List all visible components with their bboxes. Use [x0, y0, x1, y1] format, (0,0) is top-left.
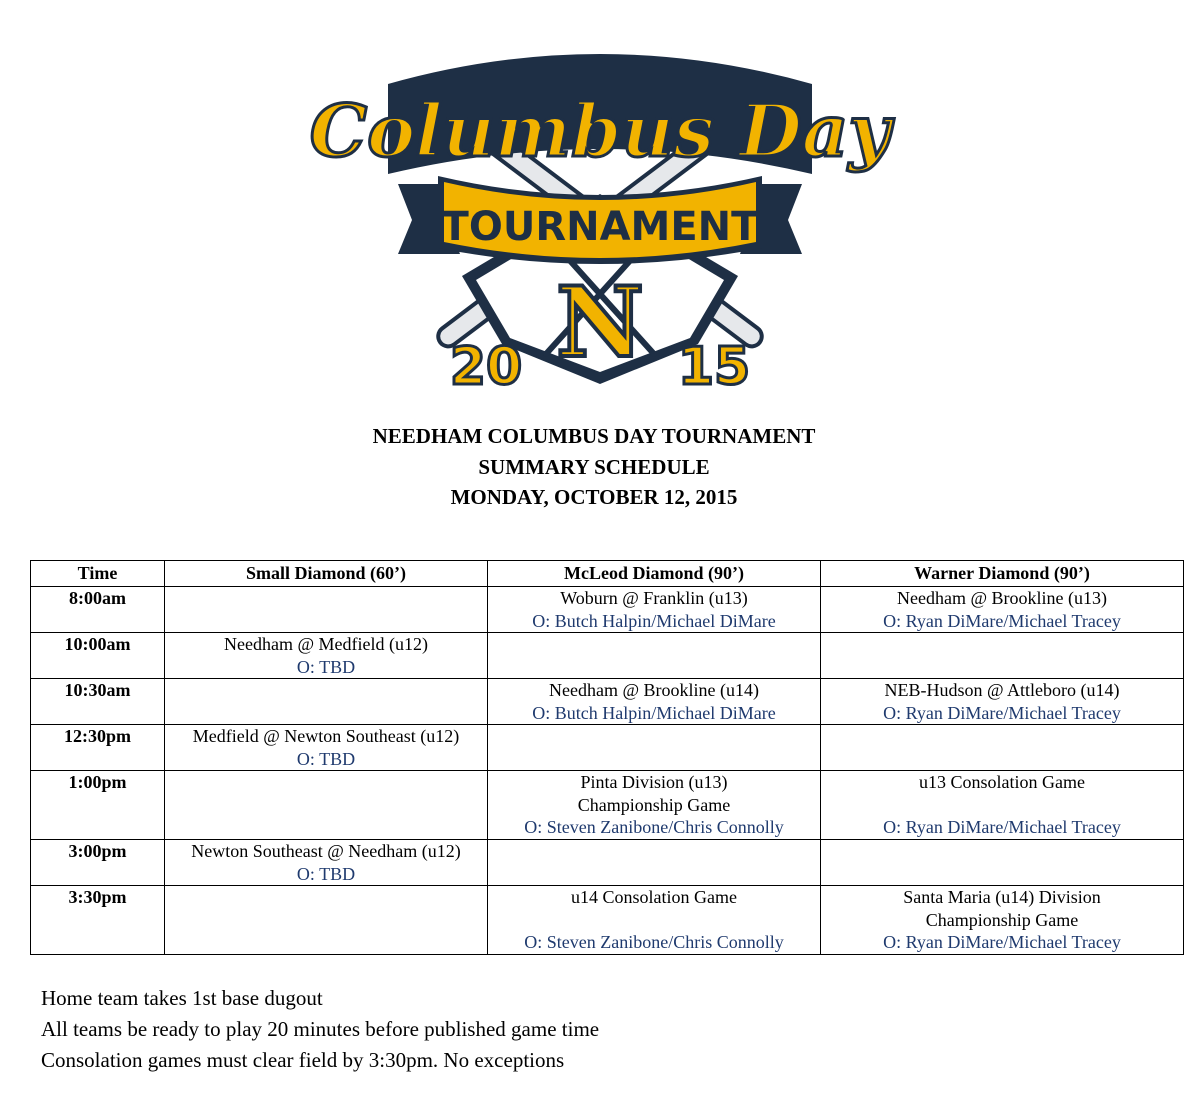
time-cell: 1:00pm	[31, 771, 165, 840]
game-label: u13 Consolation Game	[919, 772, 1085, 792]
mcleod-diamond-cell	[488, 587, 821, 633]
warner-diamond-cell	[821, 725, 1184, 771]
warner-diamond-cell	[821, 886, 1184, 955]
official-label: O: Ryan DiMare/Michael Tracey	[883, 932, 1121, 952]
official-label: O: Butch Halpin/Michael DiMare	[532, 610, 776, 631]
small-diamond-cell	[165, 840, 488, 886]
game-label: Needham @ Brookline (u13)	[896, 588, 1108, 608]
mcleod-diamond-cell	[488, 633, 821, 679]
mcleod-diamond-cell	[488, 840, 821, 886]
table-row	[31, 679, 1184, 725]
game-label: Newton Southeast @ Needham (u12)	[191, 841, 461, 861]
note-line: Home team takes 1st base dugout	[41, 986, 323, 1010]
notes	[41, 983, 599, 1076]
table-row	[31, 840, 1184, 886]
official-label: O: Ryan DiMare/Michael Tracey	[883, 817, 1121, 837]
game-label-line2	[488, 909, 820, 932]
time-cell: 10:30am	[31, 679, 165, 725]
official-label: O: TBD	[296, 863, 356, 884]
note-line: Consolation games must clear field by 3:30pm. No exceptions	[41, 1048, 565, 1072]
svg-text:Columbus Day: Columbus Day	[309, 88, 891, 173]
header-mcleod-diamond: McLeod Diamond (90’)	[488, 561, 821, 587]
game-label: Medfield @ Newton Southeast (u12)	[192, 726, 460, 746]
time-cell: 3:30pm	[31, 886, 165, 955]
warner-diamond-cell	[821, 771, 1184, 840]
official-label: O: Butch Halpin/Michael DiMare	[532, 702, 776, 723]
header-warner-diamond: Warner Diamond (90’)	[821, 561, 1184, 587]
year-left	[450, 337, 522, 397]
game-label-line2	[165, 771, 487, 794]
table-row	[31, 725, 1184, 771]
svg-text:15: 15	[677, 337, 751, 397]
game-label-line2: Championship Game	[925, 909, 1079, 930]
game-label-line2: Championship Game	[577, 794, 731, 815]
mcleod-diamond-cell	[488, 725, 821, 771]
small-diamond-cell	[165, 679, 488, 725]
warner-diamond-cell	[821, 633, 1184, 679]
svg-text:TOURNAMENT: TOURNAMENT	[441, 204, 759, 250]
mcleod-diamond-cell	[488, 886, 821, 955]
game-label: NEB-Hudson @ Attleboro (u14)	[884, 680, 1120, 700]
small-diamond-cell	[165, 771, 488, 840]
table-row	[31, 771, 1184, 840]
time-cell: 3:00pm	[31, 840, 165, 886]
game-label: u14 Consolation Game	[571, 887, 737, 907]
warner-diamond-cell	[821, 840, 1184, 886]
game-label: Pinta Division (u13)	[580, 772, 728, 792]
table-row	[31, 886, 1184, 955]
small-diamond-cell	[165, 886, 488, 955]
letter-n-emblem	[556, 266, 644, 379]
document-subtitle: SUMMARY SCHEDULE	[478, 455, 710, 479]
header-time: Time	[31, 561, 165, 587]
game-label-line2	[165, 886, 487, 909]
official-label: O: TBD	[296, 748, 356, 769]
official-label: O: Steven Zanibone/Chris Connolly	[524, 932, 784, 952]
game-label: Needham @ Medfield (u12)	[223, 634, 428, 654]
small-diamond-cell	[165, 633, 488, 679]
year-right	[678, 337, 750, 397]
warner-diamond-cell	[821, 679, 1184, 725]
schedule-table	[30, 560, 1184, 955]
table-row	[31, 587, 1184, 633]
time-cell: 10:00am	[31, 633, 165, 679]
note-line: All teams be ready to play 20 minutes before published game time	[41, 1017, 600, 1041]
warner-diamond-cell	[821, 587, 1184, 633]
table-header-row	[31, 561, 1184, 587]
official-label: O: TBD	[296, 656, 356, 677]
tournament-logo	[309, 44, 891, 400]
time-cell: 8:00am	[31, 587, 165, 633]
table-row	[31, 633, 1184, 679]
title-script	[310, 54, 895, 174]
game-label: Needham @ Brookline (u14)	[548, 680, 760, 700]
document-title: NEEDHAM COLUMBUS DAY TOURNAMENT	[372, 424, 816, 448]
game-label-line2	[821, 794, 1183, 817]
small-diamond-cell	[165, 587, 488, 633]
official-label: O: Ryan DiMare/Michael Tracey	[883, 702, 1121, 723]
svg-text:20: 20	[449, 337, 523, 397]
mcleod-diamond-cell	[488, 679, 821, 725]
mcleod-diamond-cell	[488, 771, 821, 840]
svg-text:N: N	[556, 266, 644, 379]
official-label: O: Ryan DiMare/Michael Tracey	[883, 610, 1121, 631]
tournament-banner	[398, 176, 802, 264]
game-label: Santa Maria (u14) Division	[903, 887, 1101, 907]
small-diamond-cell	[165, 725, 488, 771]
time-cell: 12:30pm	[31, 725, 165, 771]
official-label: O: Steven Zanibone/Chris Connolly	[524, 817, 784, 837]
header-small-diamond: Small Diamond (60’)	[165, 561, 488, 587]
document-date: MONDAY, OCTOBER 12, 2015	[450, 485, 738, 509]
game-label: Woburn @ Franklin (u13)	[560, 588, 748, 608]
